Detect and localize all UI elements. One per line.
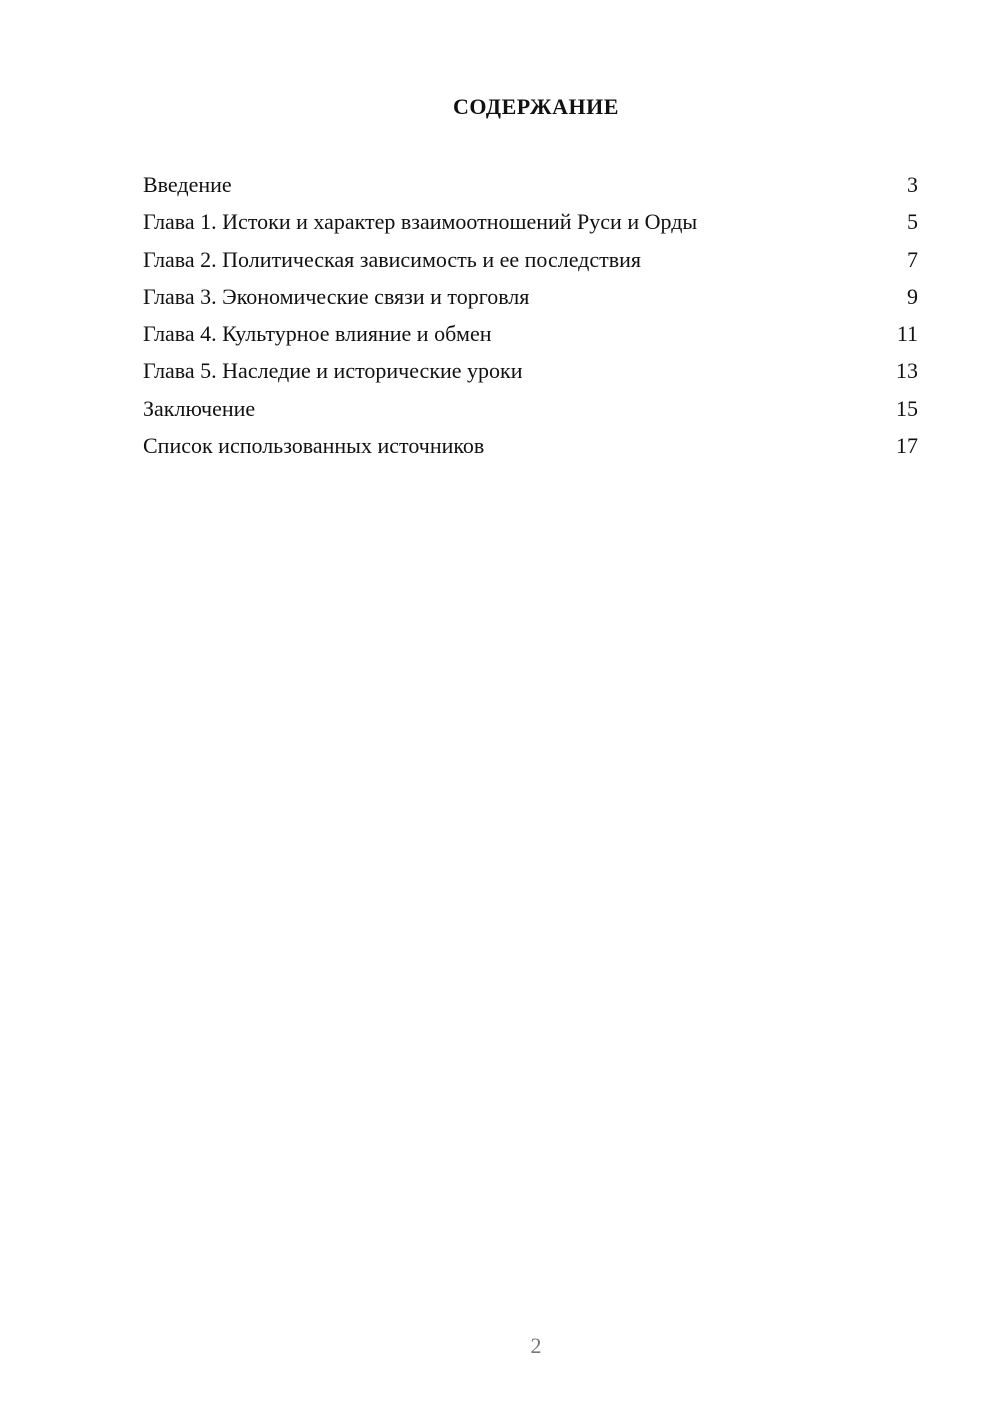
toc-entry-chapter-4[interactable] — [143, 319, 918, 356]
toc-entry-introduction[interactable] — [143, 170, 918, 207]
toc-entry-label: Глава 4. Культурное влияние и обмен — [143, 321, 492, 347]
table-of-contents — [143, 170, 918, 468]
toc-entry-page: 7 — [907, 246, 918, 272]
toc-entry-page: 13 — [896, 358, 918, 384]
toc-entry-chapter-1[interactable] — [143, 207, 918, 244]
toc-entry-label: Заключение — [143, 395, 256, 421]
toc-entry-conclusion[interactable] — [143, 394, 918, 431]
page-number: 2 — [530, 1333, 542, 1358]
toc-entry-references[interactable] — [143, 431, 918, 468]
toc-entry-label: Глава 2. Политическая зависимость и ее последствия — [143, 246, 642, 272]
toc-entry-chapter-5[interactable] — [143, 356, 918, 393]
toc-entry-page: 3 — [907, 172, 918, 197]
toc-entry-page: 5 — [907, 209, 918, 235]
toc-entry-label: Глава 3. Экономические связи и торговля — [143, 283, 530, 309]
toc-entry-label: Список использованных источников — [143, 433, 485, 459]
toc-entry-label: Глава 1. Истоки и характер взаимоотношений Руси и Орды — [143, 209, 698, 235]
toc-entry-chapter-2[interactable] — [143, 245, 918, 282]
toc-entry-page: 9 — [907, 283, 918, 309]
toc-title: СОДЕРЖАНИЕ — [453, 94, 619, 119]
toc-entry-page: 11 — [896, 321, 918, 347]
toc-entry-label: Введение — [143, 172, 232, 197]
toc-entry-page: 15 — [896, 395, 918, 421]
toc-entry-page: 17 — [896, 433, 918, 459]
toc-entry-label: Глава 5. Наследие и исторические уроки — [143, 358, 523, 384]
toc-entry-chapter-3[interactable] — [143, 282, 918, 319]
